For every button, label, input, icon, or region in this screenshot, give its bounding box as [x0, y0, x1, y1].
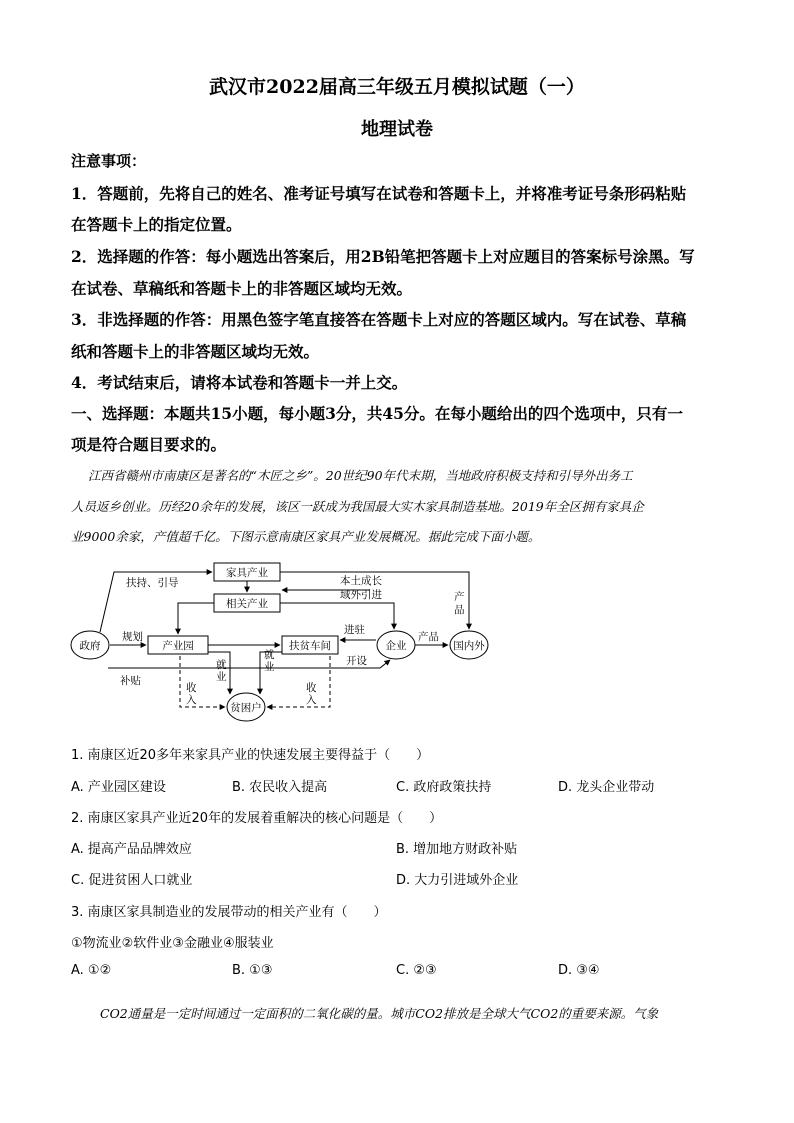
industry-diagram: [66, 558, 536, 728]
passage-line: 业9000余家，产值超千亿。下图示意南康区家具产业发展概况。据此完成下面小题。: [71, 529, 541, 544]
passage-2-line: CO2通量是一定时间通过一定面积的二氧化碳的量。城市CO2排放是全球大气CO2的重要来源。气象: [100, 1006, 659, 1021]
label-income2-b: 入: [306, 694, 317, 706]
label-poor: 贫困户: [230, 702, 262, 714]
label-support: 扶持、引导: [126, 577, 179, 589]
label-employ1-a: 就: [216, 659, 227, 671]
dashed-income-right: [267, 656, 330, 707]
notice-line: 在试卷、草稿纸和答题卡上的非答题区域均无效。: [71, 279, 413, 298]
label-enterprise: 企业: [385, 640, 407, 652]
q2-option-d[interactable]: D. 大力引进域外企业: [396, 873, 519, 888]
q1-option-c[interactable]: C. 政府政策扶持: [396, 780, 492, 795]
q3-option-c[interactable]: C. ②③: [396, 963, 437, 978]
notice-line: 4．考试结束后，请将本试卷和答题卡一并上交。: [71, 373, 408, 392]
passage-line: 人员返乡创业。历经20余年的发展，该区一跃成为我国最大实木家具制造基地。2019年全区拥有家具企: [71, 499, 644, 514]
arrow-related-park: [178, 603, 214, 634]
label-product-v1: 产: [454, 591, 465, 603]
label-domestic-foreign: 国内外: [453, 640, 485, 652]
q2-option-b[interactable]: B. 增加地方财政补贴: [396, 842, 518, 857]
question-2-stem: 2. 南康区家具产业近20年的发展着重解决的核心问题是（ ）: [71, 811, 443, 826]
notice-line: 纸和答题卡上的非答题区域均无效。: [71, 342, 320, 361]
passage-line: 江西省赣州市南康区是著名的“木匠之乡”。20世纪90年代末期，当地政府积极支持和引导外出务工: [88, 468, 633, 483]
notice-heading: 注意事项：: [71, 152, 147, 170]
question-1-stem: 1. 南康区近20多年来家具产业的快速发展主要得益于（ ）: [71, 748, 430, 763]
label-enter: 进驻: [344, 624, 365, 636]
label-employ1-b: 业: [216, 671, 227, 683]
label-product-v2: 品: [454, 604, 465, 616]
label-income1-b: 入: [186, 694, 197, 706]
arrow-related-enterprise: [280, 603, 394, 629]
q3-option-b[interactable]: B. ①③: [232, 963, 273, 978]
label-income1-a: 收: [186, 682, 197, 694]
notice-line: 2．选择题的作答：每小题选出答案后，用2B铅笔把答题卡上对应题目的答案标号涂黑。写: [71, 247, 695, 266]
label-employ2-a: 就: [264, 649, 275, 661]
label-setup: 开设: [346, 655, 367, 667]
section-heading-cont: 项是符合题目要求的。: [71, 435, 227, 454]
q1-option-d[interactable]: D. 龙头企业带动: [558, 780, 655, 795]
label-subsidy: 补贴: [120, 675, 141, 687]
question-3-stem: 3. 南康区家具制造业的发展带动的相关产业有（ ）: [71, 905, 387, 920]
q3-option-a[interactable]: A. ①②: [71, 963, 112, 978]
q3-option-d[interactable]: D. ③④: [558, 963, 600, 978]
exam-subtitle: 地理试卷: [361, 119, 433, 140]
label-workshop: 扶贫车间: [289, 640, 331, 652]
label-furniture: 家具产业: [226, 567, 268, 579]
q2-option-a[interactable]: A. 提高产品品牌效应: [71, 842, 192, 857]
label-government: 政府: [79, 640, 101, 652]
label-employ2-b: 业: [264, 661, 275, 673]
q2-option-c[interactable]: C. 促进贫困人口就业: [71, 873, 193, 888]
label-related: 相关产业: [226, 598, 268, 610]
label-outside-intro: 域外引进: [340, 589, 382, 601]
label-park: 产业园: [162, 640, 194, 652]
notice-line: 1．答题前，先将自己的姓名、准考证号填写在试卷和答题卡上，并将准考证号条形码粘贴: [71, 184, 687, 203]
label-product-h: 产品: [418, 631, 439, 643]
notice-line: 在答题卡上的指定位置。: [71, 215, 242, 234]
question-3-sub: ①物流业②软件业③金融业④服装业: [71, 936, 274, 951]
q1-option-a[interactable]: A. 产业园区建设: [71, 780, 166, 795]
label-income2-a: 收: [306, 682, 317, 694]
exam-title: 武汉市2022届高三年级五月模拟试题（一）: [209, 76, 585, 98]
section-heading: 一、选择题：本题共15小题，每小题3分，共45分。在每小题给出的四个选项中，只有一: [71, 404, 683, 423]
label-local-growth: 本土成长: [340, 575, 382, 587]
q1-option-b[interactable]: B. 农民收入提高: [232, 780, 328, 795]
notice-line: 3．非选择题的作答：用黑色签字笔直接答在答题卡上对应的答题区域内。写在试卷、草稿: [71, 310, 687, 329]
label-plan: 规划: [122, 631, 143, 643]
